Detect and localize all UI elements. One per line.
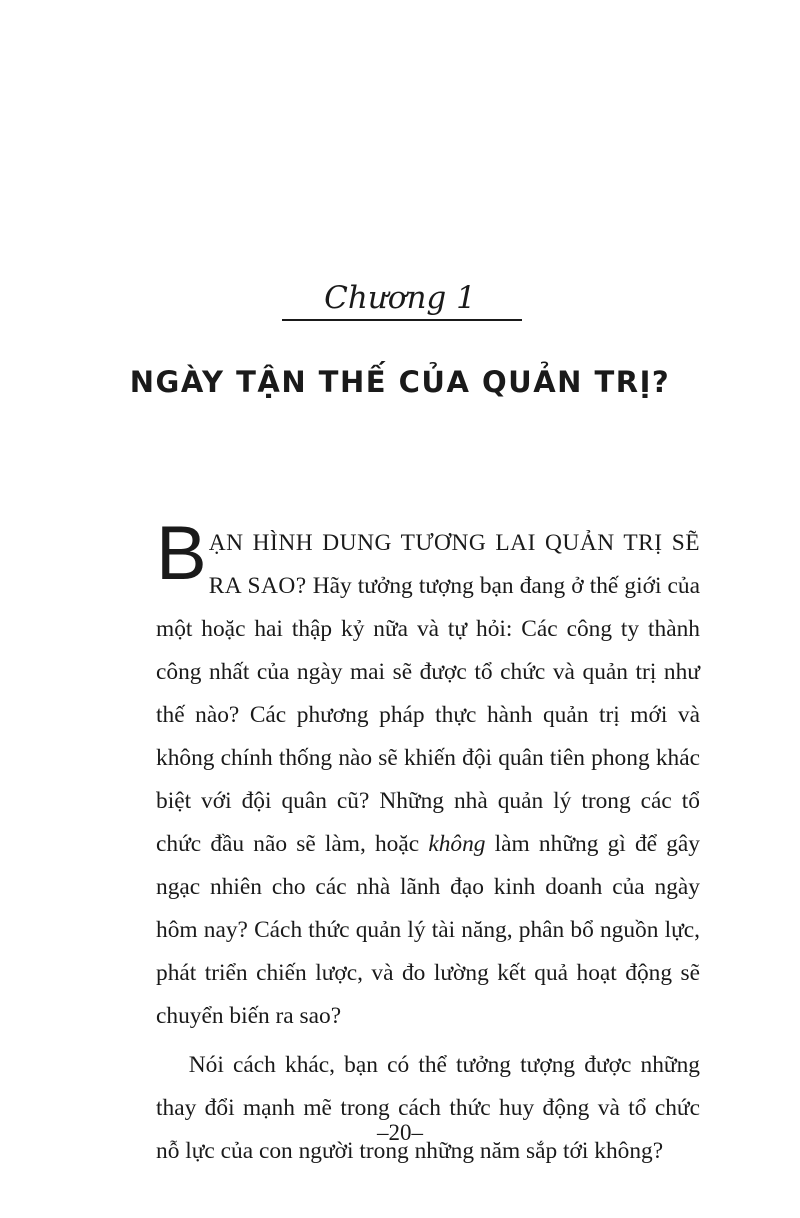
chapter-title: NGÀY TẬN THẾ CỦA QUẢN TRỊ? [129, 365, 671, 399]
lead-in: ẠN HÌNH DUNG TƯƠNG LAI QUẢN TRỊ SẼ RA SAO? [208, 530, 700, 599]
chapter-divider [282, 319, 522, 321]
paragraph-2 [156, 1038, 700, 1173]
page-number: –20– [377, 1120, 423, 1145]
body-text [156, 511, 700, 1173]
drop-cap: B [156, 511, 207, 596]
paragraph-1-text: Hãy tưởng tượng bạn đang ở thế giới của một hoặc hai thập kỷ nữa và tự hỏi: Các công ty thành công nhất của ngày mai sẽ được tổ chức và quản trị như thế nào? Các phương pháp thực hành quản trị mới và không chính thống nào sẽ khiến đội quân tiên phong khác biệt với đội quân cũ? Những nhà quản lý trong các tổ chức đầu não sẽ làm, hoặc [156, 573, 700, 857]
paragraph-1 [156, 511, 700, 1038]
paragraph-1-text-end: làm những gì để gây ngạc nhiên cho các nhà lãnh đạo kinh doanh của ngày hôm nay? Cách thức quản lý tài năng, phân bổ nguồn lực, phát triển chiến lược, và đo lường kết quả hoạt động sẽ chuyển biến ra sao? [156, 831, 700, 1029]
emphasis-text: không [428, 831, 486, 857]
chapter-label: Chương 1 [324, 280, 476, 316]
paragraph-2-text: Nói cách khác, bạn có thể tưởng tượng được những thay đổi mạnh mẽ trong cách thức huy động và tổ chức nỗ lực của con người trong những năm sắp tới không? [156, 1052, 700, 1164]
